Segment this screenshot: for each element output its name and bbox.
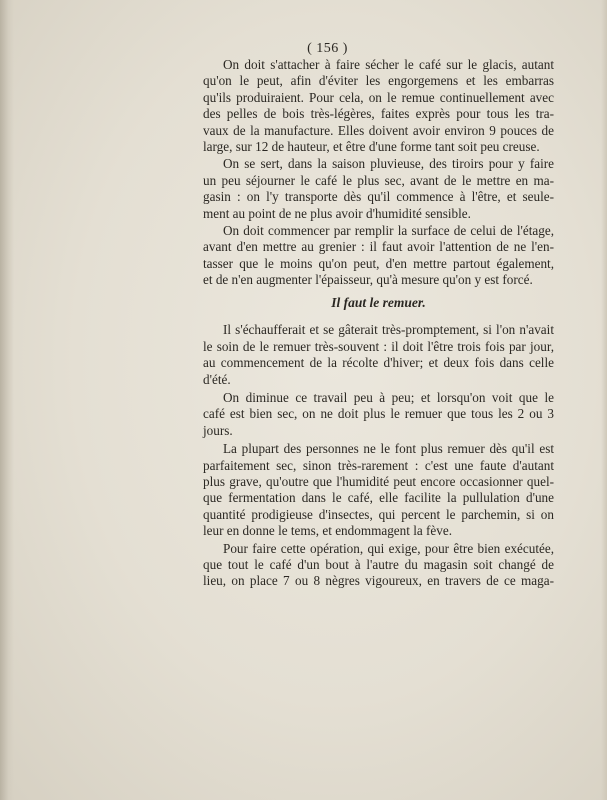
- text-line: plus grave, qu'outre que l'humidité peut encore occasionner quel-: [203, 473, 554, 489]
- text-line: ment au point de ne plus avoir d'humidité sensible.: [203, 205, 471, 221]
- text-line: qu'on le peut, afin d'éviter les engorgemens et les embarras: [203, 73, 554, 89]
- paragraph-2: [203, 156, 554, 222]
- text-line: avant d'en mettre au grenier : il faut avoir l'attention de ne l'en-: [203, 239, 554, 255]
- paragraph-6: [203, 441, 554, 539]
- text-line: jours.: [203, 422, 233, 438]
- text-line: des pelles de bois très-légères, faites exprès pour tous les tra-: [203, 106, 554, 122]
- text-line: un peu séjourner le café le plus sec, avant de le mettre en ma-: [203, 172, 554, 188]
- text-line: tasser que le moins qu'on peut, d'en mettre partout également,: [203, 255, 554, 271]
- paragraph-5: [203, 390, 554, 439]
- page-number: ( 156 ): [307, 41, 348, 56]
- text-line: café est bien sec, on ne doit plus le remuer que tous les 2 ou 3: [203, 406, 554, 422]
- text-line: d'été.: [203, 371, 231, 387]
- text-line: gasin : on l'y transporte dès qu'il commence à l'être, et seule-: [203, 189, 554, 205]
- text-line: On se sert, dans la saison pluvieuse, des tiroirs pour y faire: [223, 156, 554, 172]
- text-line: Pour faire cette opération, qui exige, pour être bien exécutée,: [223, 540, 554, 556]
- text-line: On doit s'attacher à faire sécher le café sur le glacis, autant: [223, 57, 554, 72]
- paragraph-3: [203, 223, 554, 289]
- page-gutter-shadow: [0, 0, 14, 800]
- paragraph-1: [203, 57, 554, 155]
- text-line: parfaitement sec, sinon très-rarement : c'est une faute d'autant: [203, 457, 554, 473]
- text-line: On doit commencer par remplir la surface de celui de l'étage,: [223, 222, 554, 238]
- text-line: Il s'échaufferait et se gâterait très-promptement, si l'on n'avait: [223, 322, 554, 338]
- text-line: le soin de le remuer très-souvent : il doit l'être trois fois par jour,: [203, 338, 554, 354]
- section-heading: Il faut le remuer.: [331, 295, 426, 311]
- text-line: vaux de la manufacture. Elles doivent avoir environ 9 pouces de: [203, 122, 554, 138]
- text-line: lieu, on place 7 ou 8 nègres vigoureux, en travers de ce maga-: [203, 573, 554, 589]
- text-line: La plupart des personnes ne le font plus remuer dès qu'il est: [223, 441, 554, 457]
- text-line: leur en donne le tems, et endommagent la fève.: [203, 523, 453, 539]
- page-edge-shadow: [601, 0, 607, 800]
- text-line: quantité prodigieuse d'insectes, qui percent le parchemin, si on: [203, 506, 554, 522]
- text-line: On diminue ce travail peu à peu; et lorsqu'on voit que le: [223, 390, 554, 406]
- text-line: et de n'en augmenter l'épaisseur, qu'à mesure qu'on y est forcé.: [203, 272, 533, 288]
- paragraph-7: [203, 541, 554, 590]
- text-line: au commencement de la récolte d'hiver; et deux fois dans celle: [203, 355, 554, 371]
- paragraph-4: [203, 322, 554, 388]
- body-text: [203, 57, 554, 590]
- text-line: qu'ils produiraient. Pour cela, on le remue continuellement avec: [203, 89, 554, 105]
- text-line: que fermentation dans le café, elle facilite la pullulation d'une: [203, 490, 554, 506]
- text-line: que tout le café d'un bout à l'autre du magasin soit changé de: [203, 556, 554, 572]
- text-line: large, sur 12 de hauteur, et être d'une forme tant soit peu creuse.: [203, 138, 540, 154]
